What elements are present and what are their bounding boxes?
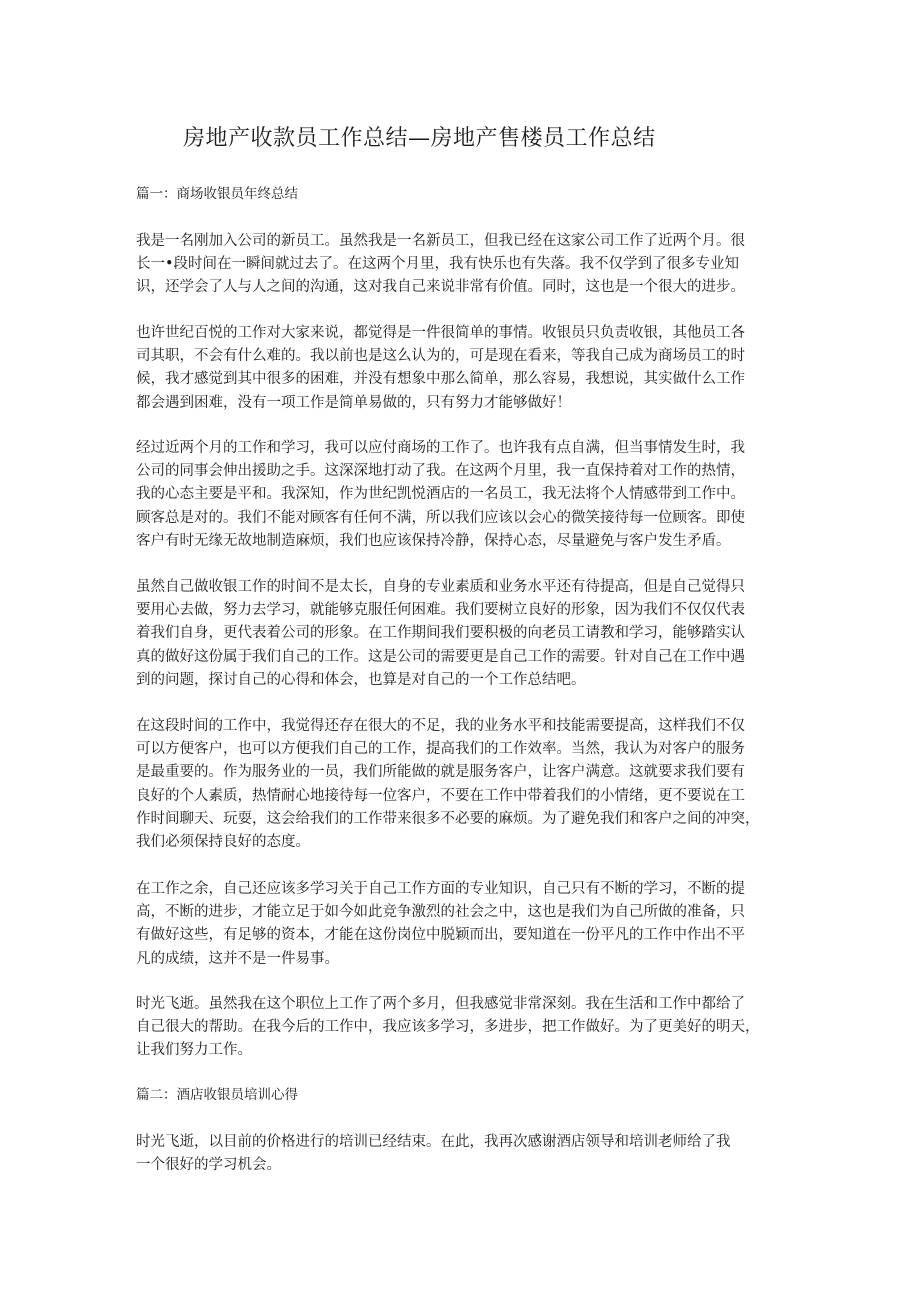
- paragraph-line: 在工作之余，自己还应该多学习关于自己工作方面的专业知识，自己只有不断的学习，不断的提: [136, 881, 745, 897]
- paragraph-line: 让我们努力工作。: [136, 1042, 252, 1059]
- paragraph-line: 在这段时间的工作中，我觉得还存在很大的不足，我的业务水平和技能需要提高，这样我们不仅: [136, 718, 745, 734]
- paragraph-line: 都会遇到困难，没有一项工作是简单易做的，只有努力才能够做好！: [136, 394, 571, 411]
- paragraph: [136, 1131, 796, 1177]
- paragraph-line: 我们必须保持良好的态度。: [136, 834, 310, 851]
- paragraph: [136, 576, 796, 692]
- paragraph-line: 司其职，不会有什么难的。我以前也是这么认为的，可是现在看来，等我自己成为商场员工的时: [136, 348, 745, 365]
- paragraph-line: 作时间聊天、玩耍，这会给我们的工作带来很多不必要的麻烦。为了避免我们和客户之间的冲突，: [136, 810, 760, 827]
- paragraph: [136, 322, 796, 415]
- paragraph-line: 识，还学会了人与人之间的沟通，这对我自己来说非常有价值。同时，这也是一个很大的进步。: [136, 279, 745, 296]
- paragraph-line: 我的心态主要是平和。我深知，作为世纪凯悦酒店的一名员工，我无法将个人情感带到工作中。: [136, 486, 745, 503]
- paragraph-line: 我是一名刚加入公司的新员工。虽然我是一名新员工，但我已经在这家公司工作了近两个月。很: [136, 233, 745, 249]
- paragraph-line: 虽然自己做收银工作的时间不是太长，自身的专业素质和业务水平还有待提高，但是自己觉得只: [136, 579, 745, 595]
- paragraph-line: 经过近两个月的工作和学习，我可以应付商场的工作了。也许我有点自满，但当事情发生时，我: [136, 440, 745, 456]
- paragraph: [136, 715, 796, 854]
- paragraph-line: 顾客总是对的。我们不能对顾客有任何不满，所以我们应该以会心的微笑接待每一位顾客。即使: [136, 509, 745, 526]
- paragraph-line: 一个很好的学习机会。: [136, 1157, 281, 1174]
- paragraph-line: 有做好这些，有足够的资本，才能在这份岗位中脱颖而出，要知道在一份平凡的工作中作出不平: [136, 927, 745, 944]
- paragraph-line: 是最重要的。作为服务业的一员，我们所能做的就是服务客户，让客户满意。这就要求我们要有: [136, 764, 745, 781]
- paragraph-line: 凡的成绩，这并不是一件易事。: [136, 950, 339, 967]
- paragraph: [136, 437, 796, 553]
- section-heading-2: 篇二：酒店收银员培训心得: [136, 1087, 298, 1103]
- paragraph-line: 客户有时无缘无故地制造麻烦，我们也应该保持冷静，保持心态，尽量避免与客户发生矛盾。: [136, 532, 731, 549]
- paragraph-line: 自己很大的帮助。在我今后的工作中，我应该多学习，多进步，把工作做好。为了更美好的明天，: [136, 1019, 760, 1036]
- paragraph: [136, 993, 796, 1063]
- paragraph-line: 公司的同事会伸出援助之手。这深深地打动了我。在这两个月里，我一直保持着对工作的热情，: [136, 463, 745, 480]
- paragraph-line: 时光飞逝。虽然我在这个职位上工作了两个多月，但我感觉非常深刻。我在生活和工作中都给了: [136, 996, 745, 1012]
- document-title: 房地产收款员工作总结—房地产售楼员工作总结: [183, 126, 656, 151]
- paragraph-line: 到的问题，探讨自己的心得和体会，也算是对自己的一个工作总结吧。: [136, 671, 586, 688]
- paragraph-line: 真的做好这份属于我们自己的工作。这是公司的需要更是自己工作的需要。针对自己在工作中遇: [136, 648, 745, 665]
- paragraph-line: 时光飞逝，以目前的价格进行的培训已经结束。在此，我再次感谢酒店领导和培训老师给了我: [136, 1134, 731, 1150]
- paragraph-line: 要用心去做，努力去学习，就能够克服任何困难。我们要树立良好的形象，因为我们不仅仅代表: [136, 602, 745, 619]
- paragraph: [136, 878, 796, 971]
- paragraph-line: 良好的个人素质，热情耐心地接待每一位客户，不要在工作中带着我们的小情绪，更不要说在工: [136, 787, 745, 804]
- section-heading-1: 篇一：商场收银员年终总结: [136, 186, 298, 202]
- paragraph-line: 可以方便客户，也可以方便我们自己的工作，提高我们的工作效率。当然，我认为对客户的服务: [136, 741, 745, 758]
- paragraph-line: 长一•段时间在一瞬间就过去了。在这两个月里，我有快乐也有失落。我不仅学到了很多专业知: [136, 256, 740, 273]
- paragraph-line: 高，不断的进步，才能立足于如今如此竞争激烈的社会之中，这也是我们为自己所做的准备，只: [136, 904, 745, 921]
- paragraph-line: 着我们自身，更代表着公司的形象。在工作期间我们要积极的向老员工请教和学习，能够踏实认: [136, 625, 745, 642]
- paragraph: [136, 230, 796, 300]
- paragraph-line: 候，我才感觉到其中很多的困难，并没有想象中那么简单，那么容易，我想说，其实做什么工作: [136, 371, 745, 388]
- paragraph-line: 也许世纪百悦的工作对大家来说，都觉得是一件很简单的事情。收银员只负责收银，其他员工各: [136, 325, 745, 341]
